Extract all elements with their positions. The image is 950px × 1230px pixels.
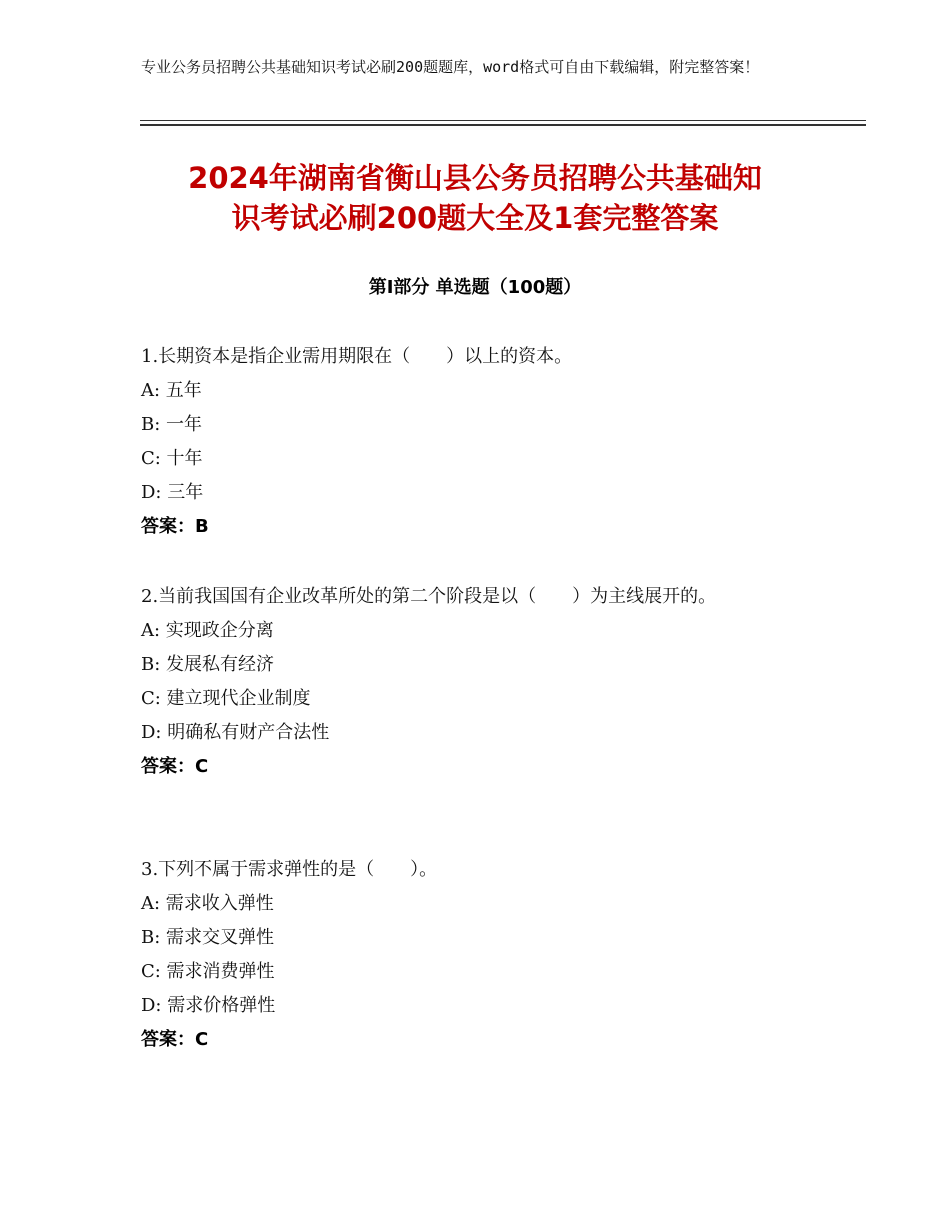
- header-divider-thin: [140, 120, 866, 121]
- option-c: C: 建立现代企业制度: [141, 688, 311, 709]
- answer-line: 答案：C: [141, 756, 209, 777]
- option-c: C: 需求消费弹性: [141, 961, 275, 982]
- title-line-2: 识考试必刷200题大全及1套完整答案: [231, 201, 719, 235]
- document-title: [0, 158, 950, 238]
- question-block: [141, 580, 801, 784]
- option-d: D: 三年: [141, 482, 204, 503]
- option-b: B: 需求交叉弹性: [141, 927, 275, 948]
- option-b: B: 一年: [141, 414, 203, 435]
- question-stem: 2.当前我国国有企业改革所处的第二个阶段是以（ ）为主线展开的。: [141, 586, 717, 607]
- question-stem: 3.下列不属于需求弹性的是（ ）。: [141, 859, 438, 880]
- option-b: B: 发展私有经济: [141, 654, 275, 675]
- title-line-1: 2024年湖南省衡山县公务员招聘公共基础知: [188, 161, 762, 195]
- question-stem: 1.长期资本是指企业需用期限在（ ）以上的资本。: [141, 346, 573, 367]
- option-a: A: 实现政企分离: [141, 620, 274, 641]
- option-d: D: 需求价格弹性: [141, 995, 276, 1016]
- option-c: C: 十年: [141, 448, 203, 469]
- option-a: A: 五年: [141, 380, 202, 401]
- question-block: [141, 340, 801, 544]
- header-note: 专业公务员招聘公共基础知识考试必刷200题题库，word格式可自由下载编辑，附完整答案！: [141, 58, 760, 76]
- option-a: A: 需求收入弹性: [141, 893, 274, 914]
- question-block: [141, 853, 801, 1057]
- section-heading: 第Ⅰ部分 单选题（100题）: [368, 277, 582, 298]
- answer-line: 答案：B: [141, 516, 209, 537]
- answer-line: 答案：C: [141, 1029, 209, 1050]
- option-d: D: 明确私有财产合法性: [141, 722, 330, 743]
- header-divider-thick: [140, 124, 866, 126]
